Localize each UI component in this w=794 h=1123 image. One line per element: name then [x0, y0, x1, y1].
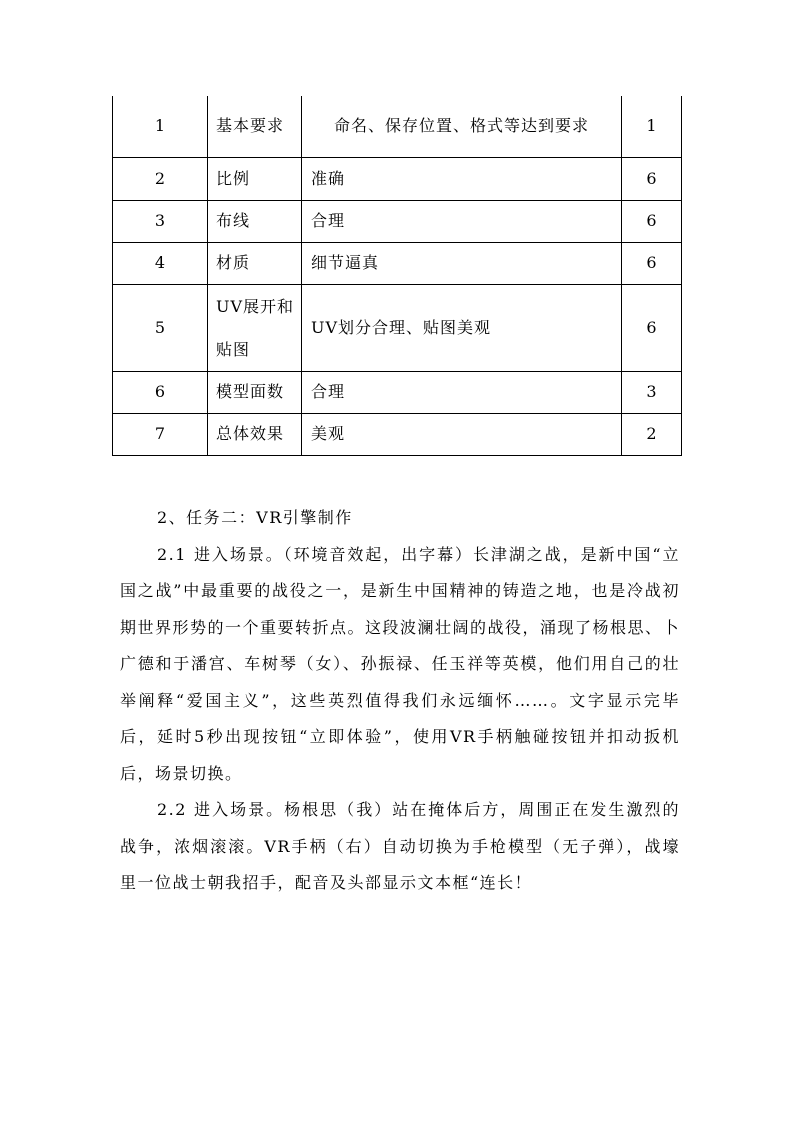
table-row: [113, 242, 682, 284]
item-requirement: 合理: [302, 371, 622, 413]
table-row: [113, 200, 682, 242]
item-score: 3: [622, 371, 682, 413]
row-number: 6: [113, 371, 208, 413]
item-name-line: UV展开和: [216, 296, 295, 316]
paragraph: 2.2 进入场景。杨根思（我）站在掩体后方，周围正在发生激烈的战争，浓烟滚滚。VR手柄（右）自动切换为手枪模型（无子弹），战壕里一位战士朝我招手，配音及头部显示文本框“连长！: [120, 800, 680, 892]
item-name: [208, 284, 302, 371]
row-number: 5: [113, 284, 208, 371]
row-number: 1: [113, 96, 208, 157]
item-requirement: 准确: [302, 157, 622, 200]
item-score: 6: [622, 242, 682, 284]
table-row: [113, 413, 682, 455]
item-score: 2: [622, 413, 682, 455]
item-requirement: 命名、保存位置、格式等达到要求: [302, 96, 622, 157]
table-row: [113, 371, 682, 413]
item-requirement: 细节逼真: [302, 242, 622, 284]
item-name: 模型面数: [208, 371, 302, 413]
item-requirement: 合理: [302, 200, 622, 242]
item-score: 6: [622, 157, 682, 200]
table-row: [113, 157, 682, 200]
item-name: 布线: [208, 200, 302, 242]
scoring-table: [112, 96, 682, 456]
table-row: [113, 96, 682, 157]
item-name: 比例: [208, 157, 302, 200]
paragraph: 2.1 进入场景。（环境音效起，出字幕）长津湖之战，是新中国“立国之战”中最重要的战役之一，是新生中国精神的铸造之地，也是冷战初期世界形势的一个重要转折点。这段波澜壮阔的战役，涌现了杨根思、卜广德和于潘宫、车树琴（女）、孙振禄、任玉祥等英模，他们用自己的壮举阐释“爱国主义”，这些英烈值得我们永远缅怀……。文字显示完毕后，延时5秒出现按钮“立即体验”，使用VR手柄触碰按钮并扣动扳机后，场景切换。: [120, 544, 681, 783]
row-number: 3: [113, 200, 208, 242]
row-number: 2: [113, 157, 208, 200]
item-name-line: 贴图: [216, 339, 251, 359]
body-text: [120, 500, 680, 902]
item-score: 6: [622, 200, 682, 242]
item-name: 材质: [208, 242, 302, 284]
item-requirement: 美观: [302, 413, 622, 455]
table-row: [113, 284, 682, 371]
item-name: 总体效果: [208, 413, 302, 455]
row-number: 4: [113, 242, 208, 284]
item-name: 基本要求: [208, 96, 302, 157]
item-score: 6: [622, 284, 682, 371]
section-heading: 2、任务二：VR引擎制作: [157, 508, 353, 527]
row-number: 7: [113, 413, 208, 455]
item-score: 1: [622, 96, 682, 157]
item-requirement: UV划分合理、贴图美观: [302, 284, 622, 371]
